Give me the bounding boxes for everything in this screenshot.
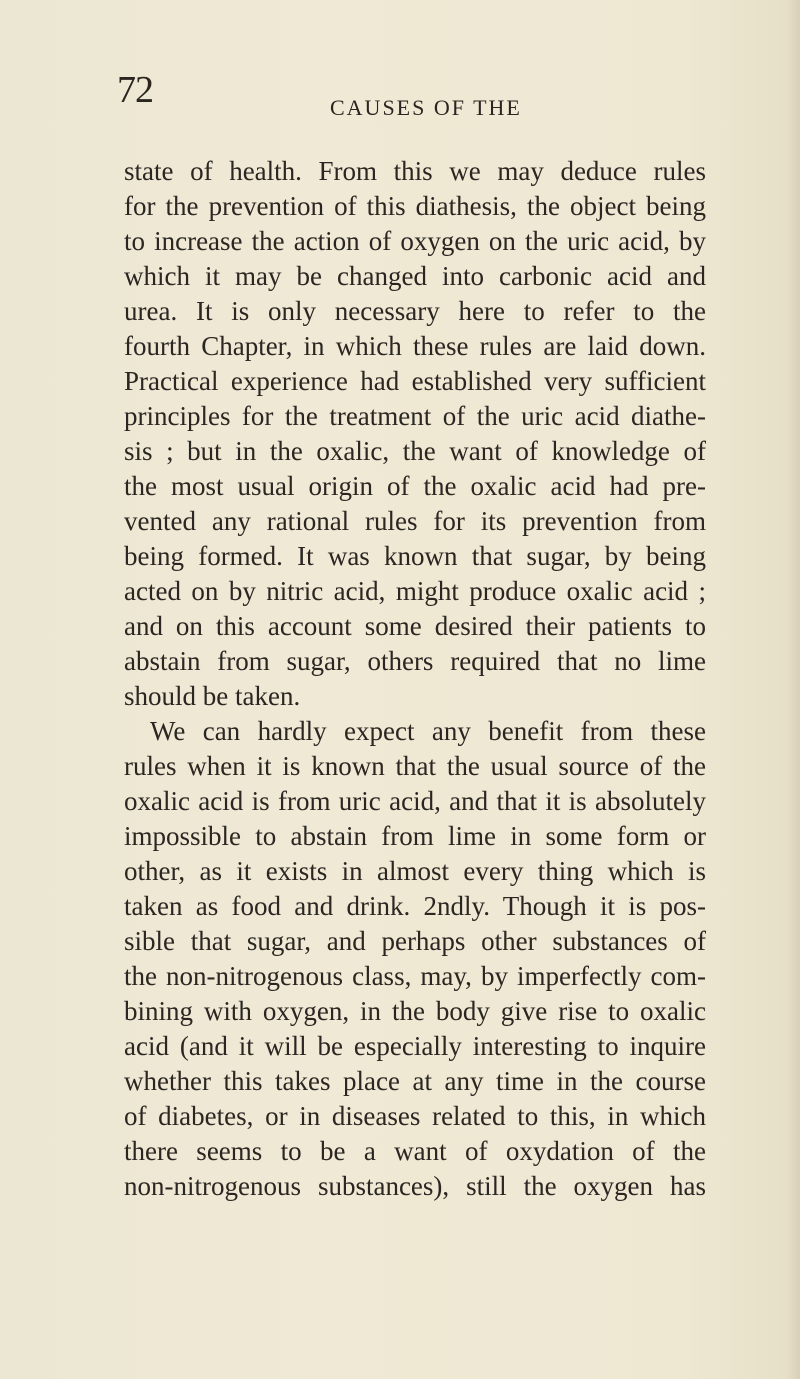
text-line: the non-nitrogenous class, may, by imperfectly com- bbox=[124, 961, 706, 991]
text-line: Practical experience had established very sufficient bbox=[124, 366, 706, 396]
text-line: sible that sugar, and perhaps other substances of bbox=[124, 926, 706, 956]
text-line: vented any rational rules for its prevention from bbox=[124, 506, 706, 536]
body-text bbox=[124, 154, 706, 1204]
text-line-paragraph-end: should be taken. bbox=[124, 681, 301, 711]
text-line: sis ; but in the oxalic, the want of knowledge of bbox=[124, 436, 706, 466]
text-line: abstain from sugar, others required that no lime bbox=[124, 646, 706, 676]
text-line: which it may be changed into carbonic acid and bbox=[124, 261, 706, 291]
text-line: the most usual origin of the oxalic acid had pre- bbox=[124, 471, 706, 501]
text-line: and on this account some desired their patients to bbox=[124, 611, 706, 641]
text-line: non-nitrogenous substances), still the oxygen has bbox=[124, 1171, 706, 1201]
text-line: acid (and it will be especially interesting to inquire bbox=[124, 1031, 706, 1061]
text-line: oxalic acid is from uric acid, and that it is absolutely bbox=[124, 786, 706, 816]
text-line: state of health. From this we may deduce rules bbox=[124, 156, 706, 186]
text-line: rules when it is known that the usual source of the bbox=[124, 751, 706, 781]
text-line-paragraph-start: We can hardly expect any benefit from these bbox=[150, 716, 706, 746]
text-line: acted on by nitric acid, might produce oxalic acid ; bbox=[124, 576, 706, 606]
text-line: fourth Chapter, in which these rules are laid down. bbox=[124, 331, 706, 361]
running-head: CAUSES OF THE bbox=[330, 95, 522, 120]
text-line: there seems to be a want of oxydation of the bbox=[124, 1136, 706, 1166]
text-line: whether this takes place at any time in the course bbox=[124, 1066, 706, 1096]
text-line: principles for the treatment of the uric acid diathe- bbox=[124, 401, 706, 431]
text-line: urea. It is only necessary here to refer to the bbox=[124, 296, 706, 326]
text-line: of diabetes, or in diseases related to this, in which bbox=[124, 1101, 706, 1131]
page-edge-shadow bbox=[786, 0, 800, 1379]
text-line: taken as food and drink. 2ndly. Though it is pos- bbox=[124, 891, 706, 921]
text-line: bining with oxygen, in the body give rise to oxalic bbox=[124, 996, 706, 1026]
page-number: 72 bbox=[117, 69, 153, 111]
text-line: to increase the action of oxygen on the uric acid, by bbox=[124, 226, 706, 256]
text-line: impossible to abstain from lime in some form or bbox=[124, 821, 706, 851]
text-line: other, as it exists in almost every thing which is bbox=[124, 856, 706, 886]
text-line: for the prevention of this diathesis, the object being bbox=[124, 191, 706, 221]
text-line: being formed. It was known that sugar, by being bbox=[124, 541, 706, 571]
